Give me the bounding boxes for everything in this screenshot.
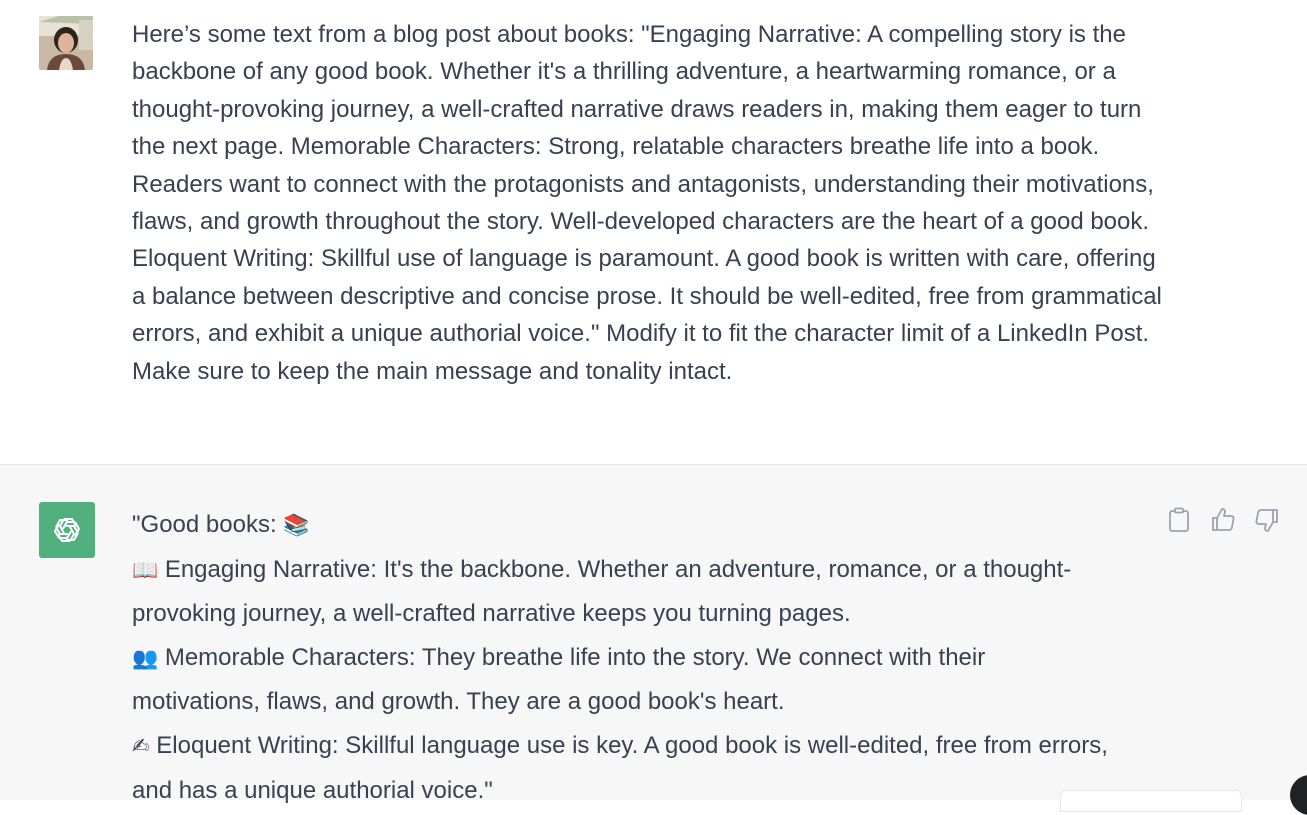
thumbs-up-icon	[1210, 507, 1236, 533]
copy-icon	[1168, 507, 1190, 533]
response-line: ✍ Eloquent Writing: Skillful language use is key. A good book is well-edited, free from errors,	[132, 731, 1108, 759]
open-book-icon: 📖	[132, 557, 159, 582]
response-line: provoking journey, a well-crafted narrative keeps you turning pages.	[132, 600, 851, 628]
thumbs-down-icon	[1254, 507, 1280, 533]
assistant-avatar	[39, 502, 95, 558]
copy-button[interactable]	[1166, 507, 1192, 533]
response-line: motivations, flaws, and growth. They are a good book's heart.	[132, 688, 785, 716]
books-icon: 📚	[283, 513, 310, 537]
user-avatar-photo-icon	[39, 16, 93, 70]
thumbs-down-button[interactable]	[1254, 507, 1280, 533]
writing-hand-icon: ✍	[132, 733, 150, 758]
response-line: "Good books: 📚	[132, 511, 310, 538]
response-line: 📖 Engaging Narrative: It's the backbone. Whether an adventure, romance, or a thought-	[132, 555, 1072, 583]
scroll-overlay-panel	[1060, 790, 1242, 812]
assistant-message-text	[132, 503, 1162, 812]
assistant-message	[0, 465, 1307, 804]
thumbs-up-button[interactable]	[1210, 507, 1236, 533]
people-icon: 👥	[132, 645, 159, 670]
openai-logo-icon	[51, 514, 83, 546]
user-avatar	[39, 16, 93, 70]
message-actions	[1166, 507, 1280, 533]
user-message-text: Here’s some text from a blog post about books: "Engaging Narrative: A compelling story is the backbone of any good book. Whether it's a thrilling adventure, a heartwarming romance, or a thought-provoking journey, a well-crafted narrative draws readers in, making them eager to turn the next page. Memorable Characters: Strong, relatable characters breathe life into a book. Readers want to connect with the protagonists and antagonists, understanding their motivations, flaws, and growth throughout the story. Well-developed characters are the heart of a good book. Eloquent Writing: Skillful use of language is paramount. A good book is written with care, offering a balance between descriptive and concise prose. It should be well-edited, free from grammatical errors, and exhibit a unique authorial voice." Modify it to fit the character limit of a LinkedIn Post. Make sure to keep the main message and tonality intact.	[132, 21, 1162, 385]
response-line: 👥 Memorable Characters: They breathe life into the story. We connect with their	[132, 643, 986, 671]
response-line: and has a unique authorial voice."	[132, 776, 493, 804]
